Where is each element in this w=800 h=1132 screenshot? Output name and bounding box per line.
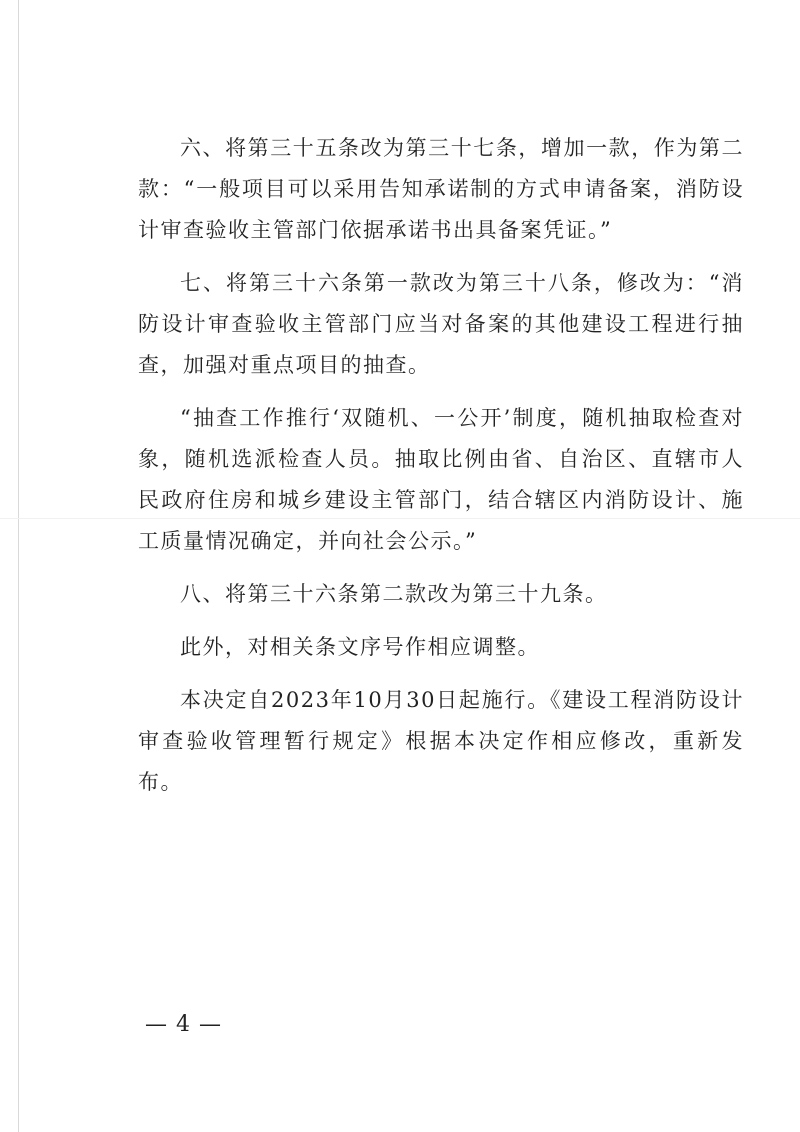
paragraph-effective-date: 本决定自2023年10月30日起施行。《建设工程消防设计审查验收管理暂行规定》根据本决定作相应修改，重新发布。	[138, 688, 744, 794]
paragraph-renumbering: 此外，对相关条文序号作相应调整。	[180, 635, 540, 659]
document-body	[138, 128, 744, 815]
paragraph-article-7: 七、将第三十六条第一款改为第三十八条，修改为：“消防设计审查验收主管部门应当对备案的其他建设工程进行抽查，加强对重点项目的抽查。	[138, 271, 744, 377]
paragraph-article-8: 八、将第三十六条第二款改为第三十九条。	[180, 582, 608, 606]
scan-edge-line	[18, 0, 19, 1132]
page-number: — 4 —	[145, 1012, 222, 1037]
paragraph-spot-check: “抽查工作推行‘双随机、一公开’制度，随机抽取检查对象，随机选派检查人员。抽取比例由省、自治区、直辖市人民政府住房和城乡建设主管部门，结合辖区内消防设计、施工质量情况确定，并向社会公示。”	[138, 406, 744, 553]
paragraph-article-6: 六、将第三十五条改为第三十七条，增加一款，作为第二款：“一般项目可以采用告知承诺制的方式申请备案，消防设计审查验收主管部门依据承诺书出具备案凭证。”	[138, 136, 744, 242]
